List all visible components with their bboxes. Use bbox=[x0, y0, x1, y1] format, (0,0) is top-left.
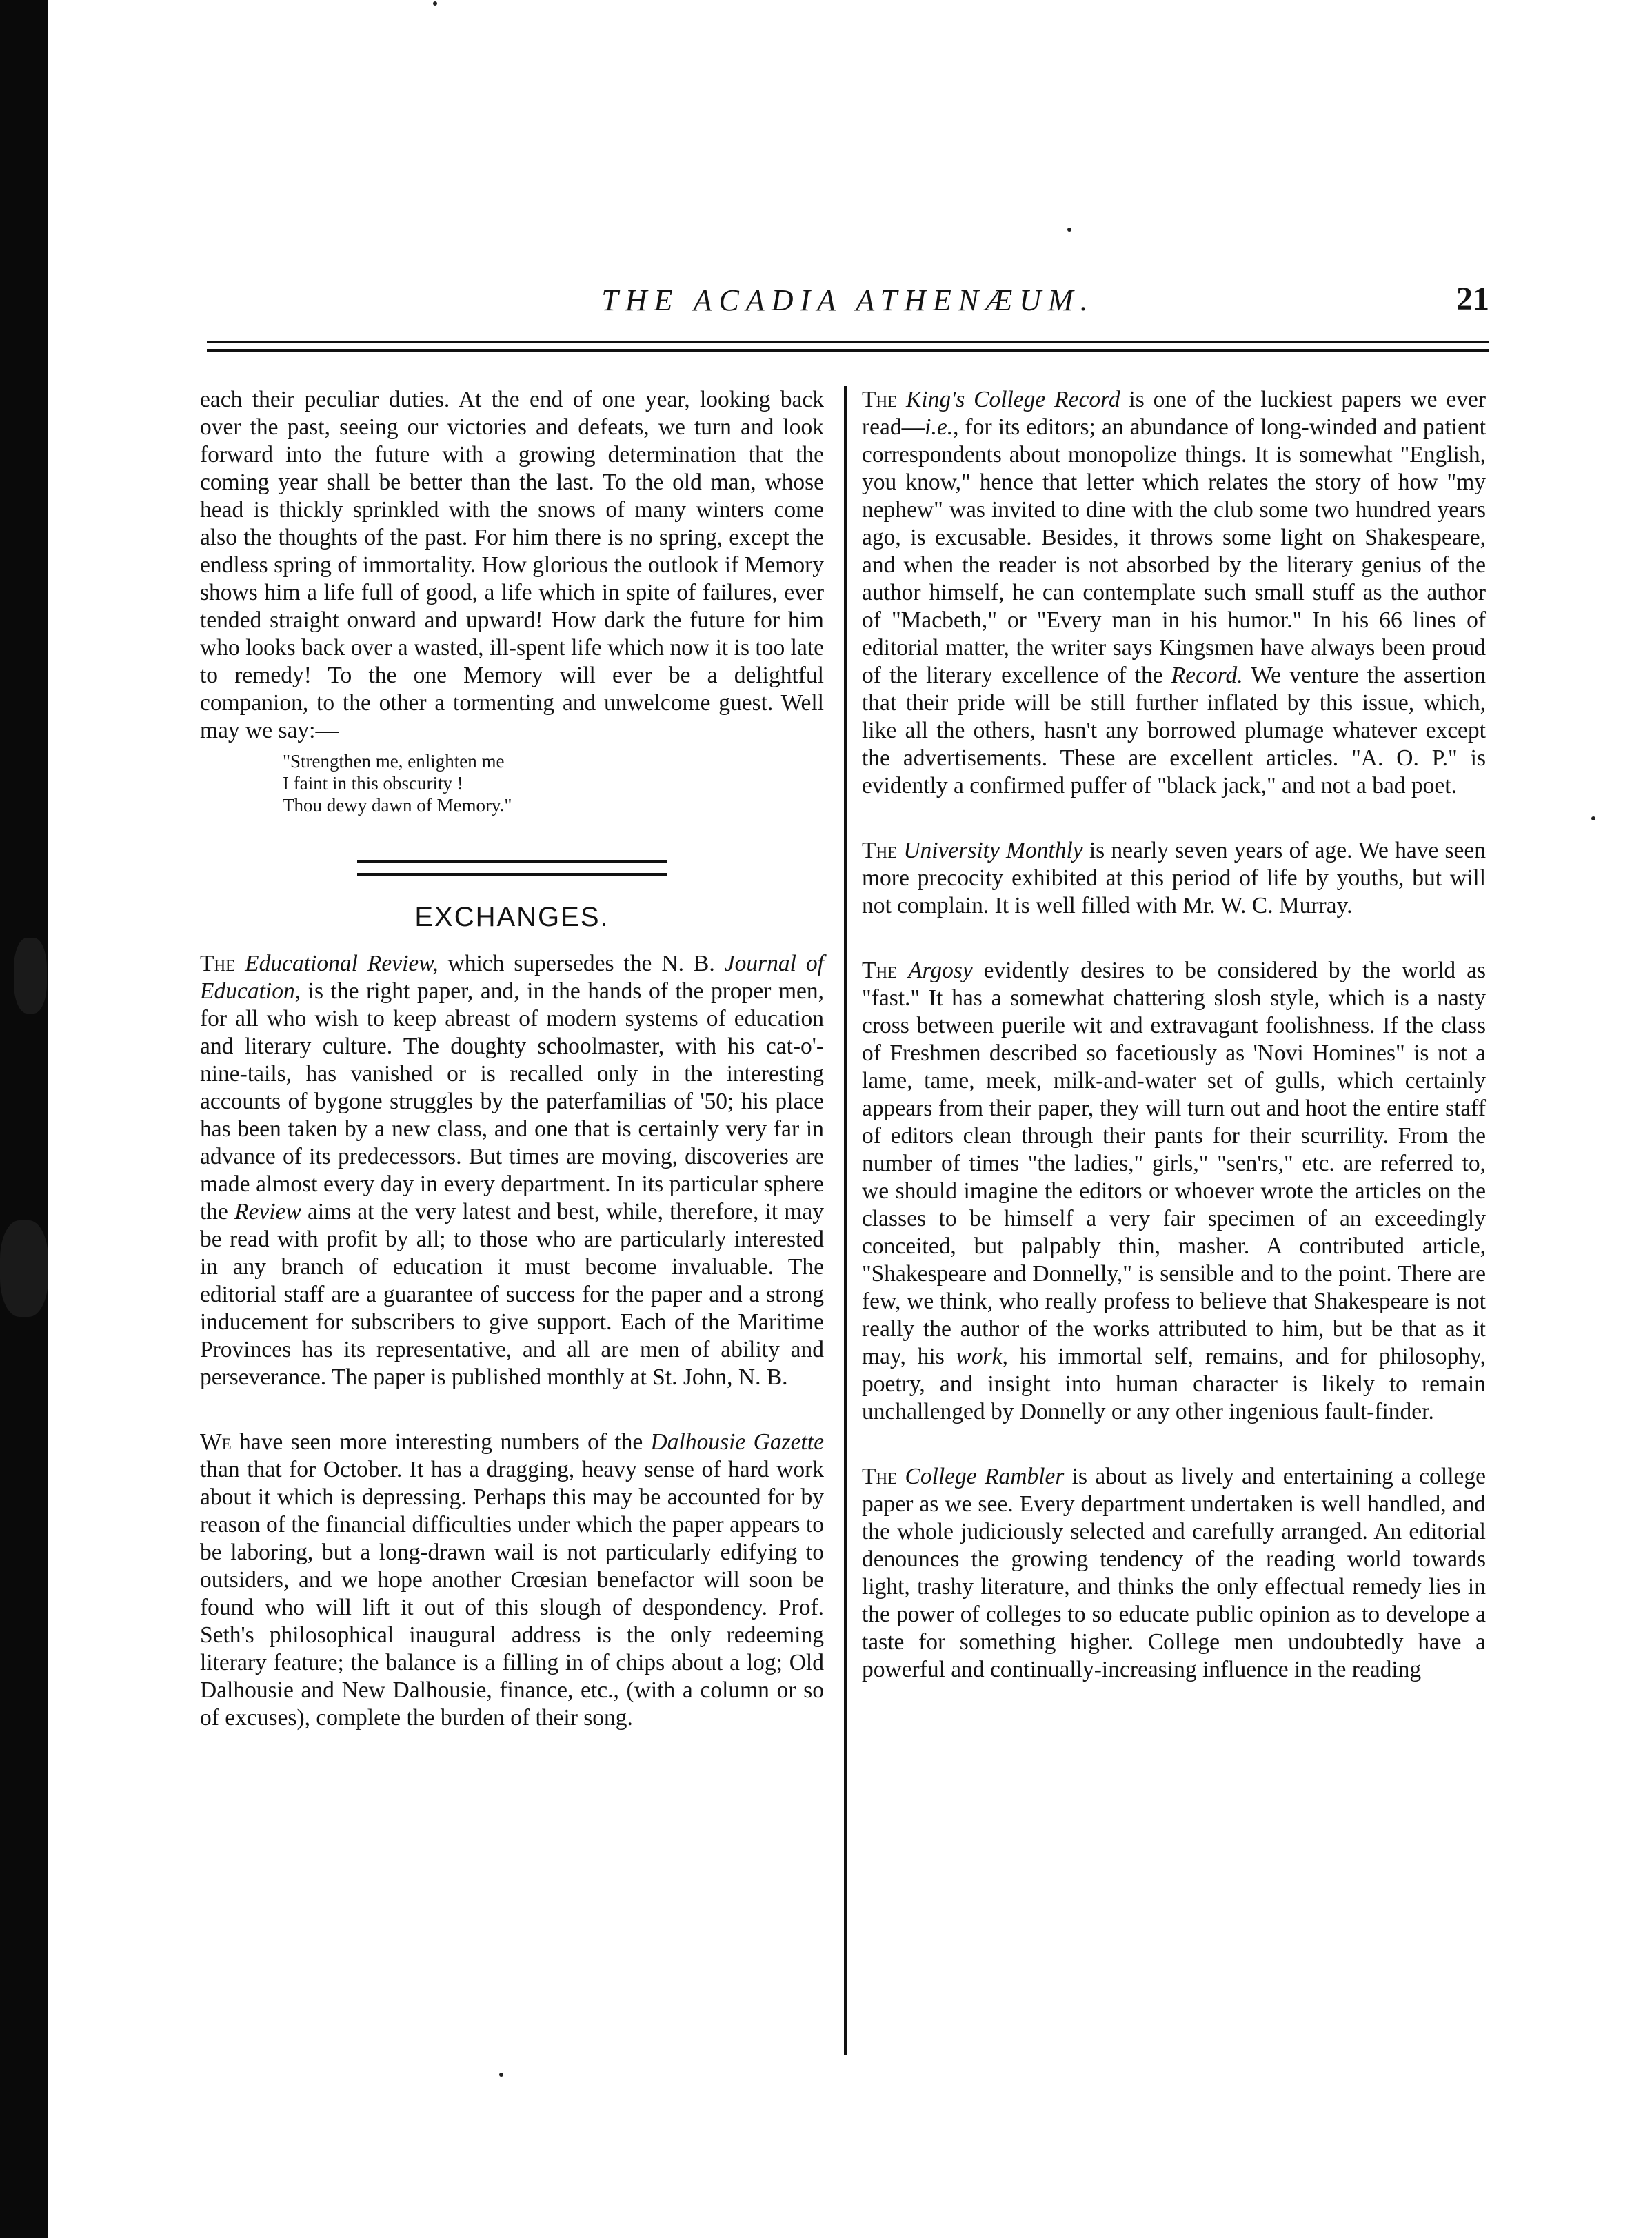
publication-title: Record. bbox=[1171, 663, 1243, 688]
lead-word: The bbox=[862, 387, 898, 412]
right-column bbox=[862, 386, 1486, 1684]
paragraph-text: aims at the very latest and best, while, therefore, it may be read with profit by all; to those who are particularly interested in any branch of education it must become invaluable. The editorial staff are a guarantee of success for the paper and a strong inducement for subscribers to give support. Each of the Maritime Provinces has its representative, and all are men of ability and perseverance. The paper is published monthly at St. John, N. B. bbox=[200, 1199, 824, 1390]
educational-review-paragraph bbox=[200, 950, 824, 1391]
paragraph-text: is one of the luckiest papers we ever read— bbox=[862, 387, 1486, 440]
lead-word: The bbox=[862, 958, 898, 983]
print-speck bbox=[499, 2073, 503, 2077]
publication-title: Dalhousie Gazette bbox=[650, 1429, 824, 1455]
left-column bbox=[200, 386, 824, 1732]
poem-line: Thou dewy dawn of Memory." bbox=[283, 795, 512, 816]
lead-word: The bbox=[862, 1464, 898, 1489]
binding-mark bbox=[14, 938, 47, 1014]
section-divider bbox=[357, 860, 667, 876]
header-rule-thick bbox=[207, 349, 1489, 352]
publication-title: Argosy bbox=[908, 958, 973, 983]
lead-word: The bbox=[862, 838, 898, 863]
poem-line: "Strengthen me, enlighten me bbox=[283, 751, 505, 772]
paragraph-text: is about as lively and entertaining a college paper as we see. Every department undertaken is well handled, and the whole judiciously selected and carefully arranged. An editorial denounces the growing tendency of the reading world towards light, trashy literature, and thinks the only effectual remedy lies in the power of colleges to so educate public opinion as to develope a taste for something higher. College men undoubtedly have a powerful and continually-increasing influence in the reading bbox=[862, 1464, 1486, 1682]
paragraph-text: is the right paper, and, in the hands of the proper men, for all who wish to keep abreast of modern systems of education and literary culture. The doughty schoolmaster, with his cat-o'-nine-tails, has vanished or is recalled only in the interesting accounts of bygone struggles by the paterfamilias of '50; his place has been taken by a new class, and one that is certainly very far in advance of its predecessors. But times are moving, discoveries are made almost every day in every department. In its particular sphere the bbox=[200, 978, 824, 1224]
paragraph-text: evidently desires to be considered by the world as "fast." It has a somewhat chattering slosh style, which is a nasty cross between puerile wit and extravagant foolishness. If the class of Freshmen described so facetiously as 'Novi Homines" is not a lame, tame, meek, milk-and-water set of gulls, which certainly appears from their paper, they will turn out and hoot the entire staff of editors clean through their pants for their scurrility. From the number of times "the ladies," girls," "sen'rs," etc. are referred to, we should imagine the editors or whoever wrote the articles on the classes to be himself a very fair specimen of an exceedingly conceited, but palpably thin, masher. A contributed article, "Shakespeare and Donnelly," is sensible and to the point. There are few, we think, who really profess to believe that Shakespeare is not really the author of the works attributed to him, but be that as it may, his bbox=[862, 958, 1487, 1369]
poem-line: I faint in this obscurity ! bbox=[283, 773, 463, 794]
running-title: THE ACADIA ATHENÆUM. bbox=[601, 283, 1095, 317]
memory-paragraph: each their peculiar duties. At the end of one year, looking back over the past, seeing our victories and defeats, we turn and look forward into the future with a growing determination that the coming year shall be better than the last. To the old man, whose head is thickly sprinkled with the snows of many winters come also the thoughts of the past. For him there is no spring, except the endless spring of immortality. How glorious the outlook if Memory shows him a life full of good, a life which in spite of failures, ever tended straight onward and upward! How dark the future for him who looks back over a wasted, ill-spent life which now it is too late to remedy! To the one Memory will ever be a delightful companion, to the other a tormenting and unwelcome guest. Well may we say:— bbox=[200, 387, 824, 743]
publication-title: Journal of Education, bbox=[200, 951, 824, 1004]
page-number: 21 bbox=[1456, 281, 1489, 317]
book-spine-edge bbox=[0, 0, 48, 2238]
paragraph-text: his immortal self, remains, and for philosophy, poetry, and insight into human character is likely to remain unchallenged by Donnelly or any other ingenious fault-finder. bbox=[862, 1344, 1486, 1424]
print-speck bbox=[1591, 816, 1595, 820]
print-speck bbox=[1067, 228, 1071, 232]
emphasis: work, bbox=[956, 1344, 1008, 1369]
lead-word: We bbox=[200, 1429, 232, 1455]
university-monthly-paragraph bbox=[862, 837, 1486, 920]
lead-word: The bbox=[200, 951, 236, 976]
section-title: EXCHANGES. bbox=[414, 902, 610, 932]
print-speck bbox=[433, 1, 437, 6]
dalhousie-gazette-paragraph bbox=[200, 1429, 824, 1732]
paragraph-text: have seen more interesting numbers of the bbox=[231, 1429, 651, 1455]
paragraph-text: than that for October. It has a dragging, heavy sense of hard work about it which is depressing. Perhaps this may be accounted for by reason of the financial difficulties under which the paper appears to be laboring, but a long-drawn wail is not particularly edifying to outsiders, and we hope another Crœsian benefactor will soon be found who will lift it out of this slough of despondency. Prof. Seth's philosophical inaugural address is the only redeeming literary feature; the balance is a filling in of chips about a log; Old Dalhousie and New Dalhousie, finance, etc., (with a column or so of excuses), complete the burden of their song. bbox=[200, 1457, 824, 1731]
memory-poem bbox=[283, 750, 824, 816]
publication-title: Educational Review, bbox=[245, 951, 439, 976]
header-rule-thin bbox=[207, 341, 1489, 343]
column-divider bbox=[844, 386, 847, 2055]
paragraph-text: , for its editors; an abundance of long-winded and patient correspondents about monopolize things. It is somewhat "English, you know," hence that letter which relates the story of how "my nephew" was invited to dine with the club some two hundred years ago, is excusable. Besides, it throws some light on Shakespeare, and when the reader is not absorbed by the literary genius of the author himself, he can contemplate such small stuff as the author of "Macbeth," or "Every man in his humor." In his 66 lines of editorial matter, the writer says Kingsmen have always been proud of the literary excellence of the bbox=[862, 414, 1486, 688]
publication-title: College Rambler bbox=[905, 1464, 1065, 1489]
publication-title: King's College Record bbox=[905, 387, 1120, 412]
paragraph-text: We venture the assertion that their pride will be still further inflated by this issue, which, like all the others, hasn't any borrowed plumage whatever except the advertisements. These are excellent articles. "A. O. P." is evidently a confirmed puffer of "black jack," and not a bad poet. bbox=[862, 663, 1486, 798]
abbreviation: i.e. bbox=[925, 414, 954, 440]
paragraph-text: which supersedes the N. B. bbox=[438, 951, 725, 976]
page-header bbox=[207, 269, 1489, 331]
publication-title: Review bbox=[234, 1199, 301, 1224]
paragraph-text: is nearly seven years of age. We have seen more precocity exhibited at this period of life by youths, but will not complain. It is well filled with Mr. W. C. Murray. bbox=[862, 838, 1487, 918]
college-rambler-paragraph bbox=[862, 1463, 1486, 1684]
publication-title: University Monthly bbox=[903, 838, 1083, 863]
binding-mark bbox=[0, 1220, 48, 1317]
kings-college-record-paragraph bbox=[862, 386, 1486, 800]
argosy-paragraph bbox=[862, 957, 1486, 1426]
